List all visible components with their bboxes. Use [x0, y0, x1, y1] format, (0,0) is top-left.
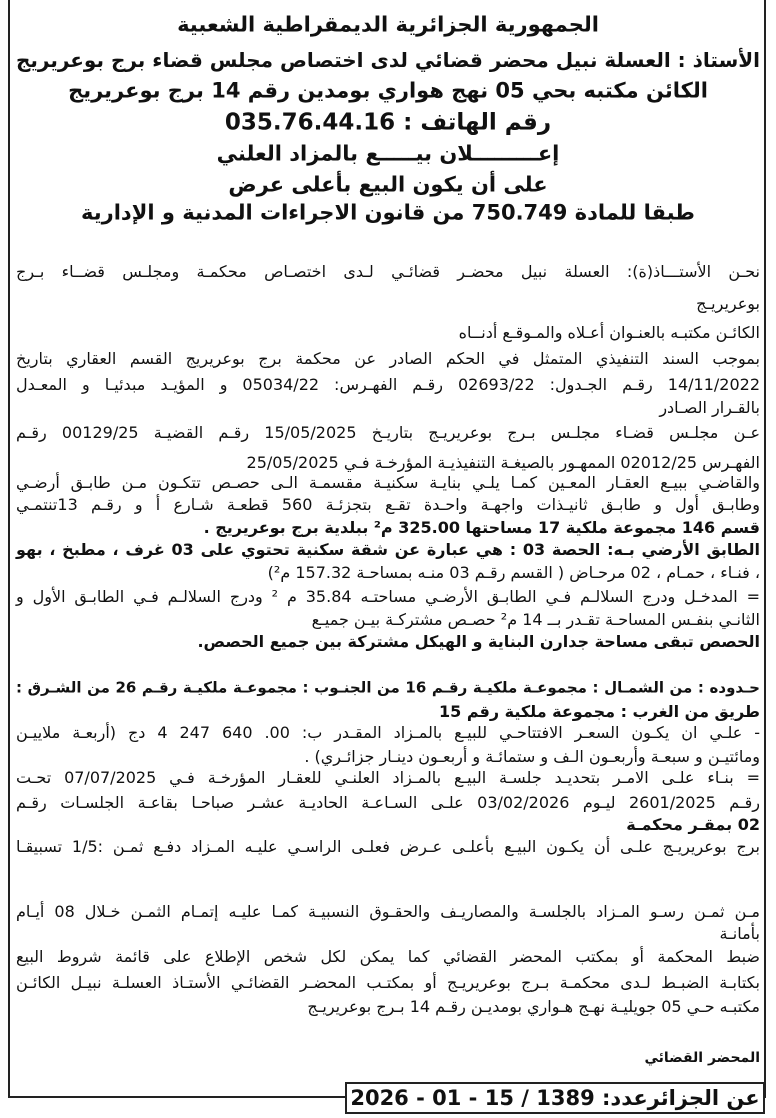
body-line: قسم 146 مجموعة ملكية 17 مساحتها 325.00 م² ببلدية برج بوعريريج .: [203, 518, 760, 537]
body-line: ، فنـاء ، حمـام ، 02 مرحـاض ( القسم رقـم 03 منـه بمساحـة 157.32 م²): [267, 563, 760, 582]
legal-basis: طبقا للمادة 750.749 من قانون الاجراءات المدنية و الإدارية: [81, 200, 695, 225]
body-line: بموجب السند التنفيذي المتمثل في الحكم الصادر عن محكمة برج بوعريريج القسم العقاري بتاريخ: [16, 349, 760, 368]
body-line: 02 بمقـر محكمـة: [626, 815, 760, 834]
body-line: = بنـاء علـى الامـر بتحديـد جلسـة البيـع بالمـزاد العلنـي للعقـار المؤرخـة فـي 07/07/2025 تحـت: [16, 768, 761, 787]
body-line: الكائـن مكتبـه بالعنـوان أعـلاه والمـوقـع أدنــاه: [458, 323, 760, 342]
body-line: طريق من الغرب : مجموعة ملكية رقم 15: [438, 702, 760, 721]
body-line: الطابق الأرضي بـه: الحصة 03 : هي عبارة عن شقة سكنية تحتوي على 03 غرف ، مطبخ ، بهو: [16, 540, 761, 559]
body-line: حـدوده : من الشمـال : مجموعـة ملكيـة رقـم 16 من الجنـوب : مجموعـة ملكيـة رقـم 26 من الشـرق :: [16, 678, 760, 697]
body-line: مـن ثمـن رسـو المـزاد بالجلسـة والمصاريـف والحقـوق النسبيـة كمـا عليـه إتمـام الثمـن خـلال 08 أيـام: [16, 902, 761, 921]
body-line: 14/11/2022 رقـم الجـدول: 02693/22 رقـم الفهـرس: 05034/22 و المؤيـد مبدئيـا و المعـدل: [16, 375, 760, 394]
body-line: برج بوعريريـج علـى أن يكـون البيـع بأعلـى عـرض فعلـى الراسـي عليـه المـزاد دفـع ثمـن :1/5 تسبيقـا: [16, 837, 761, 856]
body-line: رقـم 2601/2025 ليـوم 03/02/2026 علـى السـاعـة الحاديـة عشـر صباحـا بقاعـة الجلسـات رقـم: [16, 793, 761, 812]
body-line: = المدخـل ودرج السلالـم فـي الطابـق الأرضـي مساحتـه 35.84 م ² ودرج السلالـم فـي الطابـق الأول و: [16, 587, 760, 606]
body-line: الثانـي بنفـس المساحـة تقـدر بــ 14 م² حصـص مشتركـة بيـن جميـع: [311, 610, 760, 629]
signature: المحضر القضائي: [644, 1050, 760, 1066]
body-line: بالقـرار الصـادر: [659, 398, 760, 417]
issue-number-date: عن الجزائرعدد: 1389 / 15 - 01 - 2026: [350, 1086, 760, 1110]
bailiff-name: الأستاذ : العسلة نبيل محضر قضائي لدى اختصاص مجلس قضاء برج بوعريريج: [15, 48, 760, 72]
body-line: ضبط المحكمة أو بمكتب المحضر القضائي كما يمكن لكل شخص الإطلاع على قائمة شروط البيع: [16, 947, 760, 966]
notice-title: إعـــــــــلان بيـــــع بالمزاد العلني: [216, 141, 560, 166]
body-line: ومائتيـن و سبعـة وأربعـون الـف و ستمائـة و أربعـون دينـار جزائـري) .: [304, 747, 760, 766]
body-line: وطابـق أول و طابـق ثانيـذات واجهـة واحـدة تقـع بتجزئـة 560 قطعـة شـارع أ و رقـم 13تنتمـي: [16, 495, 760, 514]
body-line: عـن مجلـس قضـاء مجلـس بـرج بوعريريـج بتاريـخ 15/05/2025 رقـم القضيـة 00129/25 رقـم: [16, 423, 760, 442]
body-line: - علـي ان يكـون السعـر الافتتاحـي للبيـع بالمـزاد المقـدر ب: 00. 640 247 4 دج (أربعـة ملاييـن: [16, 723, 760, 742]
republic-heading: الجمهورية الجزائرية الديمقراطية الشعبية: [177, 12, 599, 37]
body-line: نحـن الأستـــاذ(ة): العسلة نبيل محضـر قضائـي لـدى اختصـاص محكمـة ومجلـس قضــاء بـرج: [16, 262, 760, 281]
body-line: مكتبـه حـي 05 جويليـة نهـج هـواري بومديـن رقـم 14 بـرج بوعريريـج: [307, 997, 760, 1016]
body-line: بوعريريـج: [696, 294, 760, 313]
bailiff-address: الكائن مكتبه بحي 05 نهج هواري بومدين رقم 14 برج بوعريريج: [68, 78, 708, 103]
body-line: والقاضـي ببيـع العقـار المعـين كمـا يلـي بنايـة سكنيـة مقسمـة الـى حصـص تتكـون مـن طابـق أرضـي: [16, 473, 760, 492]
body-line: بأمانـة: [719, 924, 760, 943]
issue-stamp: [345, 1082, 765, 1114]
notice-subtitle: على أن يكون البيع بأعلى عرض: [228, 172, 548, 197]
body-line: الفهـرس 02012/25 الممهـور بالصيغـة التنفيذيـة المؤرخـة فـي 25/05/2025: [246, 453, 760, 472]
body-line: بكتابـة الضبـط لـدى محكمـة بـرج بوعريريـج أو بمكتـب المحضـر القضائـي الأستـاذ العسلـة نبيـل الكائـن: [16, 973, 760, 992]
body-line: الحصص تبقى مساحة جدارن البناية و الهيكل مشتركة بين جميع الحصص.: [197, 632, 760, 651]
phone-number: رقم الهاتف : 035.76.44.16: [224, 109, 552, 136]
